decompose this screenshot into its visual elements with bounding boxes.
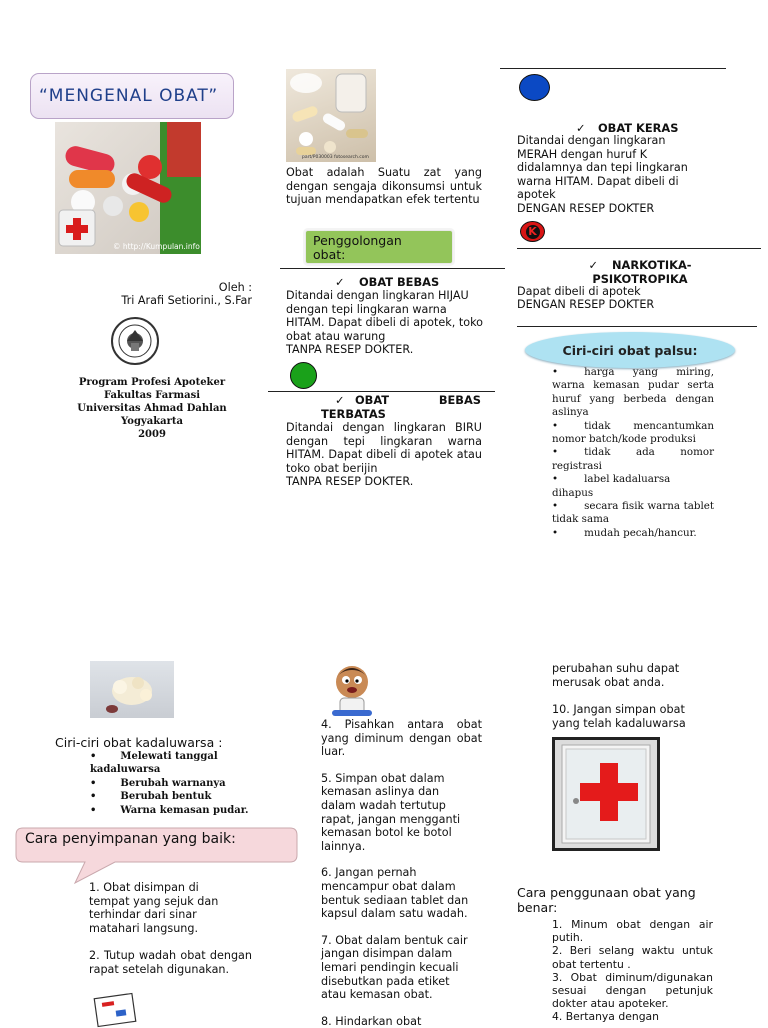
capsules-photo xyxy=(286,69,376,162)
divider xyxy=(517,326,757,327)
simpan-list-continued xyxy=(321,718,482,1028)
institution-line: Program Profesi Apoteker xyxy=(78,377,226,388)
list-item: 2. Beri selang waktu untuk obat tertentu . xyxy=(552,944,713,971)
simpan-item-10: 10. Jangan simpan obat yang telah kadaluwarsa xyxy=(552,703,686,730)
list-item: • Warna kemasan pudar. xyxy=(90,804,249,816)
divider xyxy=(517,248,761,249)
expired-pills-photo xyxy=(90,661,174,718)
narkotika-title xyxy=(560,258,720,286)
list-item: 4. Pisahkan antara obat yang diminum dengan obat luar. xyxy=(321,718,482,759)
list-item: 3. Obat diminum/digunakan sesuai dengan petunjuk dokter atau apoteker. xyxy=(552,970,713,1011)
obat-definition: Obat adalah Suatu zat yang dengan sengaja dikonsumsi untuk tujuan mendapatkan efek tertentu xyxy=(286,166,482,207)
divider xyxy=(280,268,505,269)
obat-keras-note: DENGAN RESEP DOKTER xyxy=(517,202,655,215)
check-icon: ✓ xyxy=(335,393,345,407)
list-item: • Melewati tanggal kadaluwarsa xyxy=(90,751,218,776)
list-item: 1. Minum obat dengan air putih. xyxy=(552,918,713,945)
list-item: • harga yang miring, warna kemasan pudar serta huruf yang berbeda dengan aslinya xyxy=(552,366,714,419)
list-item: 5. Simpan obat dalam kemasan aslinya dan dalam wadah tertutup rapat, jangan mengganti kemasan botol ke botol lainnya. xyxy=(321,771,461,853)
medicine-cabinet-illustration xyxy=(552,737,660,851)
palsu-label xyxy=(525,332,735,368)
author-label: Oleh : xyxy=(218,281,252,294)
list-item: • tidak ada nomor registrasi xyxy=(552,446,714,472)
list-item: • secara fisik warna tablet tidak sama xyxy=(552,500,714,526)
list-item: • label kadaluarsa dihapus xyxy=(552,473,671,499)
suhu-text: perubahan suhu dapat merusak obat anda. xyxy=(552,662,680,689)
obat-bebas-title xyxy=(335,275,439,289)
k-symbol: K xyxy=(526,225,540,239)
check-icon: ✓ xyxy=(588,258,599,272)
brochure-title xyxy=(30,73,234,119)
obat-bebas-title-text: OBAT BEBAS xyxy=(358,275,440,289)
check-icon: ✓ xyxy=(335,275,345,289)
simpan-item-2: 2. Tutup wadah obat dengan rapat setelah digunakan. xyxy=(89,949,252,976)
obat-keras-title-text: OBAT KERAS xyxy=(597,121,679,135)
list-item: 4. Bertanya dengan xyxy=(552,1010,660,1024)
kadaluarsa-title: Ciri-ciri obat kadaluwarsa : xyxy=(55,735,223,750)
brochure-title-text: “MENGENAL OBAT” xyxy=(39,86,219,106)
red-k-circle-icon xyxy=(520,221,545,242)
blue-circle-icon xyxy=(519,74,550,101)
narkotika-note: DENGAN RESEP DOKTER xyxy=(517,298,655,311)
obat-keras-title xyxy=(576,121,678,135)
obat-terbatas-note: TANPA RESEP DOKTER. xyxy=(286,475,414,488)
doctor-cartoon-illustration xyxy=(326,662,378,718)
obat-terbatas-title xyxy=(321,393,481,421)
photo-caption: part/P030003 fotosearch.com xyxy=(302,155,369,160)
obat-terbatas-title-c: TERBATAS xyxy=(321,407,386,421)
institution-line: 2009 xyxy=(138,429,166,440)
penggunaan-list xyxy=(552,918,713,1024)
institution-line: Fakultas Farmasi xyxy=(103,390,201,401)
institution-line: Yogyakarta xyxy=(121,416,183,427)
obat-bebas-text: Ditandai dengan lingkaran HIJAU dengan tepi lingkaran warna HITAM. Dapat dibeli di apotek, toko obat atau warung xyxy=(286,289,484,343)
narkotika-text: Dapat dibeli di apotek xyxy=(517,285,641,298)
medicine-box-illustration xyxy=(92,992,138,1024)
penggunaan-title: Cara penggunaan obat yang benar: xyxy=(517,885,696,915)
kadaluarsa-list xyxy=(90,750,250,817)
list-item: 6. Jangan pernah mencampur obat dalam bentuk sediaan tablet dan kapsul dalam satu wadah. xyxy=(321,866,469,921)
institution-block xyxy=(70,376,234,441)
penggolongan-label-text: Penggolongan obat: xyxy=(313,233,402,262)
list-item: • Berubah bentuk xyxy=(90,791,212,803)
divider xyxy=(268,391,495,392)
list-item: • tidak mencantumkan nomor batch/kode produksi xyxy=(552,419,714,446)
obat-bebas-note: TANPA RESEP DOKTER. xyxy=(286,343,414,356)
obat-terbatas-title-b: BEBAS xyxy=(438,393,481,407)
list-item: • Berubah warnanya xyxy=(90,777,226,789)
list-item: • mudah pecah/hancur. xyxy=(552,526,697,539)
palsu-list xyxy=(552,366,714,539)
green-circle-icon xyxy=(290,362,317,389)
obat-terbatas-title-a: OBAT xyxy=(355,393,390,407)
narkotika-title-b: PSIKOTROPIKA xyxy=(592,272,688,286)
penyimpanan-label xyxy=(15,827,298,885)
narkotika-title-a: NARKOTIKA- xyxy=(612,258,692,272)
list-item: 8. Hindarkan obat xyxy=(321,1014,422,1028)
university-logo xyxy=(110,316,160,366)
pills-photo xyxy=(55,122,201,254)
author-name: Tri Arafi Setiorini., S.Far xyxy=(121,294,252,307)
penggolongan-label xyxy=(305,230,453,264)
obat-terbatas-text: Ditandai dengan lingkaran BIRU dengan tepi lingkaran warna HITAM. Dapat dibeli di apotek atau toko obat berijin xyxy=(286,421,482,475)
institution-line: Universitas Ahmad Dahlan xyxy=(77,403,227,414)
photo-credit: © http://Kumpulan.info xyxy=(113,242,200,251)
simpan-item-1: 1. Obat disimpan di tempat yang sejuk dan terhindar dari sinar matahari langsung. xyxy=(89,881,219,935)
penyimpanan-label-text: Cara penyimpanan yang baik: xyxy=(25,831,236,847)
obat-keras-text: Ditandai dengan lingkaran MERAH dengan huruf K didalamnya dan tepi lingkaran warna HITAM. Dapat dibeli di apotek xyxy=(517,134,688,202)
palsu-label-text: Ciri-ciri obat palsu: xyxy=(562,342,698,358)
check-icon: ✓ xyxy=(576,121,586,135)
divider xyxy=(500,68,726,69)
list-item: 7. Obat dalam bentuk cair jangan disimpan dalam lemari pendingin kecuali disebutkan pada etiket atau kemasan obat. xyxy=(321,933,468,1002)
